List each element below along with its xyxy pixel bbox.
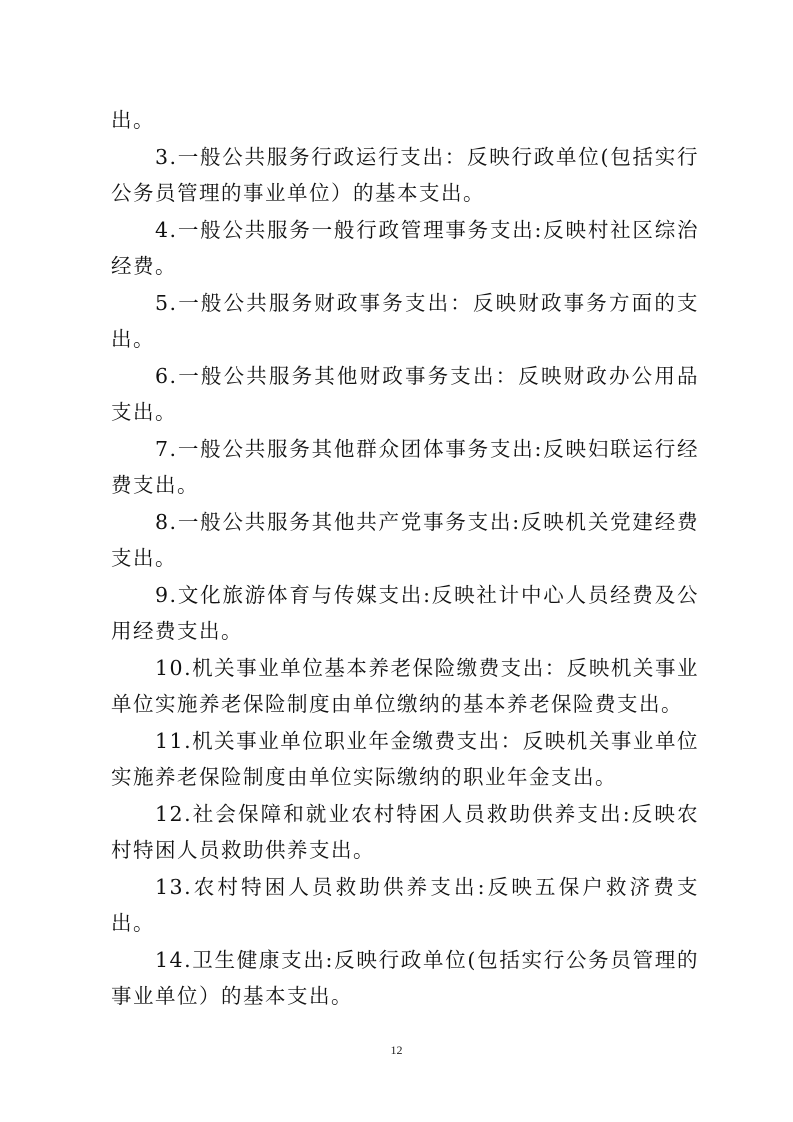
paragraph-item-5: 5.一般公共服务财政事务支出：反映财政事务方面的支出。	[111, 290, 699, 351]
paragraph-item-14: 14.卫生健康支出:反映行政单位(包括实行公务员管理的事业单位）的基本支出。	[111, 947, 699, 1008]
paragraph-item-9: 9.文化旅游体育与传媒支出:反映社计中心人员经费及公用经费支出。	[111, 582, 699, 643]
body-text	[111, 102, 699, 1015]
paragraph-item-11: 11.机关事业单位职业年金缴费支出：反映机关事业单位实施养老保险制度由单位实际缴纳的职业年金支出。	[111, 728, 699, 789]
paragraph-item-3: 3.一般公共服务行政运行支出：反映行政单位(包括实行公务员管理的事业单位）的基本支出。	[111, 144, 699, 205]
paragraph-item-7: 7.一般公共服务其他群众团体事务支出:反映妇联运行经费支出。	[111, 436, 699, 497]
paragraph-item-10: 10.机关事业单位基本养老保险缴费支出：反映机关事业单位实施养老保险制度由单位缴纳的基本养老保险费支出。	[111, 655, 699, 716]
paragraph-item-12: 12.社会保障和就业农村特困人员救助供养支出:反映农村特困人员救助供养支出。	[111, 801, 699, 862]
paragraph-item-6: 6.一般公共服务其他财政事务支出：反映财政办公用品支出。	[111, 363, 699, 424]
paragraph-continuation: 出。	[111, 108, 155, 132]
paragraph-item-8: 8.一般公共服务其他共产党事务支出:反映机关党建经费支出。	[111, 509, 699, 570]
page-number: 12	[390, 1043, 403, 1057]
paragraph-item-13: 13.农村特困人员救助供养支出:反映五保户救济费支出。	[111, 874, 699, 935]
paragraph-item-4: 4.一般公共服务一般行政管理事务支出:反映村社区综治经费。	[111, 217, 699, 278]
